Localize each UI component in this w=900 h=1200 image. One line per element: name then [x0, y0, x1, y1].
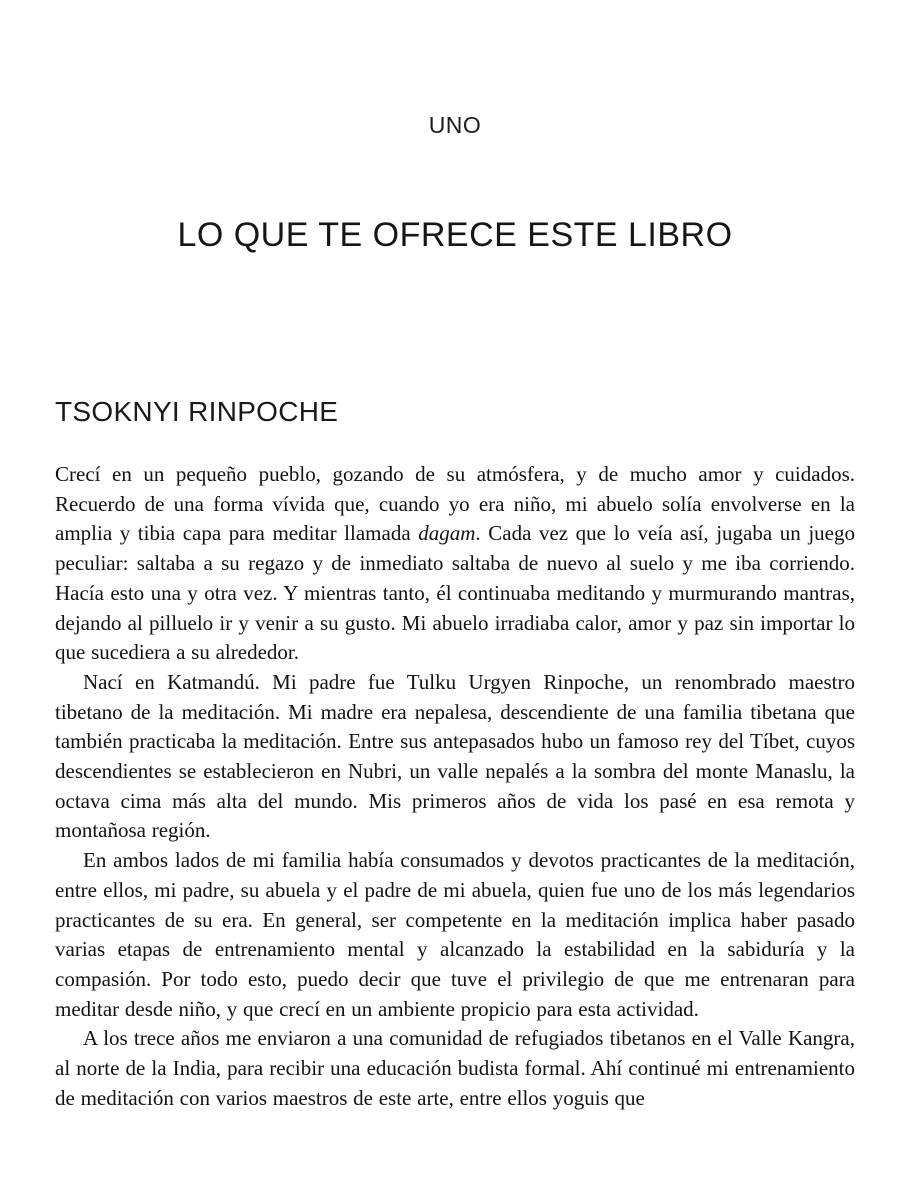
body-text [55, 460, 855, 1113]
paragraph-1-segment-2: . Cada vez que lo veía así, jugaba un juego peculiar: saltaba a su regazo y de inmediato saltaba de nuevo al suelo y me iba corriendo. Hacía esto una y otra vez. Y mientras tanto, él continuaba meditando y murmurando mantras, dejando al pilluelo ir y venir a su gusto. Mi abuelo irradiaba calor, amor y paz sin importar lo que sucediera a su alrededor. [55, 521, 855, 665]
paragraph-1 [55, 460, 855, 668]
paragraph-4: A los trece años me enviaron a una comunidad de refugiados tibetanos en el Valle Kangra, al norte de la India, para recibir una educación budista formal. Ahí continué mi entrenamiento de meditación con varios maestros de este arte, entre ellos yoguis que [55, 1026, 855, 1110]
paragraph-3: En ambos lados de mi familia había consumados y devotos practicantes de la meditación, entre ellos, mi padre, su abuela y el padre de mi abuela, quien fue uno de los más legendarios practicantes de su era. En general, ser competente en la meditación implica haber pasado varias etapas de entrenamiento mental y alcanzado la estabilidad en la sabiduría y la compasión. Por todo esto, puedo decir que tuve el privilegio de que me entrenaran para meditar desde niño, y que crecí en un ambiente propicio para esta actividad. [55, 848, 855, 1021]
paragraph-2: Nací en Katmandú. Mi padre fue Tulku Urgyen Rinpoche, un renombrado maestro tibetano de la meditación. Mi madre era nepalesa, descendiente de una familia tibetana que también practicaba la meditación. Entre sus antepasados hubo un famoso rey del Tíbet, cuyos descendientes se establecieron en Nubri, un valle nepalés a la sombra del monte Manaslu, la octava cima más alta del mundo. Mis primeros años de vida los pasé en esa remota y montañosa región. [55, 669, 855, 843]
section-heading: TSOKNYI RINPOCHE [55, 396, 339, 427]
paragraph-1-segment-1: Crecí en un pequeño pueblo, gozando de su atmósfera, y de mucho amor y cuidados. Recuerdo de una forma vívida que, cuando yo era niño, mi abuelo solía envolverse en la amplia y tibia capa para meditar llamada [55, 462, 855, 546]
chapter-title: LO QUE TE OFRECE ESTE LIBRO [177, 216, 733, 254]
chapter-number: UNO [428, 112, 482, 138]
italic-term-dagam: dagam [418, 521, 476, 546]
